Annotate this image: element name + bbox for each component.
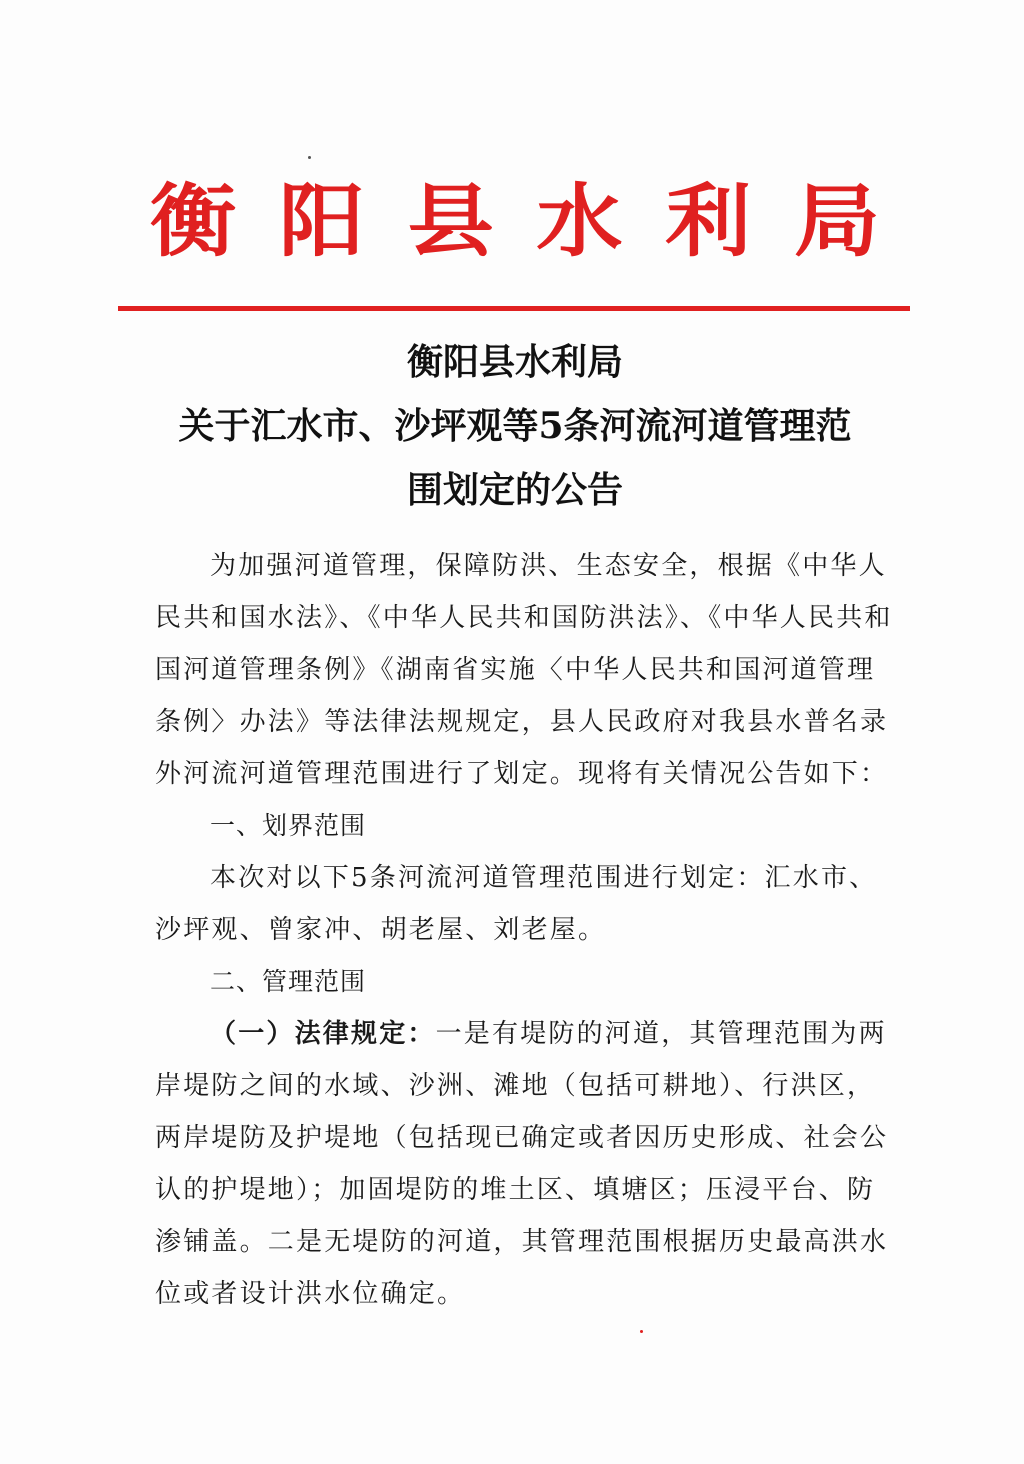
section-heading-1: 一、划界范围 bbox=[210, 811, 367, 840]
letterhead-char: 水 bbox=[536, 176, 623, 268]
section-heading-2: 二、管理范围 bbox=[210, 967, 367, 996]
body-line: 岸堤防之间的水域、沙洲、滩地（包括可耕地）、行洪区， bbox=[155, 1071, 876, 1101]
body-line bbox=[155, 1008, 887, 1060]
letterhead-char: 阳 bbox=[278, 176, 365, 268]
body-line: 国河道管理条例》《湖南省实施〈中华人民共和国河道管理 bbox=[155, 655, 876, 685]
document-title bbox=[120, 330, 910, 522]
title-line-1: 衡阳县水利局 bbox=[406, 341, 623, 383]
letterhead-char: 局 bbox=[793, 176, 880, 268]
body-line-rest: 一是有堤防的河道，其管理范围为两 bbox=[435, 1019, 887, 1049]
letterhead-char: 衡 bbox=[150, 176, 236, 268]
title-line-3: 围划定的公告 bbox=[406, 469, 623, 511]
body-line: 本次对以下5条河流河道管理范围进行划定：汇水市、 bbox=[210, 863, 878, 893]
letterhead-char: 县 bbox=[407, 176, 494, 268]
body-line: 外河流河道管理范围进行了划定。现将有关情况公告如下： bbox=[155, 759, 889, 789]
body-line: 条例〉办法》等法律法规规定，县人民政府对我县水普名录 bbox=[155, 707, 889, 737]
body-line: 两岸堤防及护堤地（包括现已确定或者因历史形成、社会公 bbox=[155, 1123, 889, 1153]
document-body bbox=[155, 540, 893, 1320]
letterhead bbox=[120, 172, 910, 272]
body-line: 沙坪观、曾家冲、胡老屋、刘老屋。 bbox=[155, 915, 607, 945]
scan-speck bbox=[308, 156, 311, 159]
body-line: 为加强河道管理，保障防洪、生态安全，根据《中华人 bbox=[210, 551, 887, 581]
letterhead-char: 利 bbox=[665, 176, 752, 268]
subsection-label: （一）法律规定： bbox=[210, 1019, 436, 1049]
red-divider-rule bbox=[118, 306, 910, 311]
body-line: 认的护堤地）；加固堤防的堆土区、填塘区；压浸平台、防 bbox=[155, 1175, 876, 1205]
scan-speck bbox=[640, 1330, 643, 1333]
title-line-2: 关于汇水市、沙坪观等5条河流河道管理范 bbox=[178, 405, 852, 447]
body-line: 渗铺盖。二是无堤防的河道，其管理范围根据历史最高洪水 bbox=[155, 1227, 889, 1257]
body-line: 位或者设计洪水位确定。 bbox=[155, 1279, 466, 1309]
body-line: 民共和国水法》、《中华人民共和国防洪法》、《中华人民共和 bbox=[155, 603, 893, 633]
